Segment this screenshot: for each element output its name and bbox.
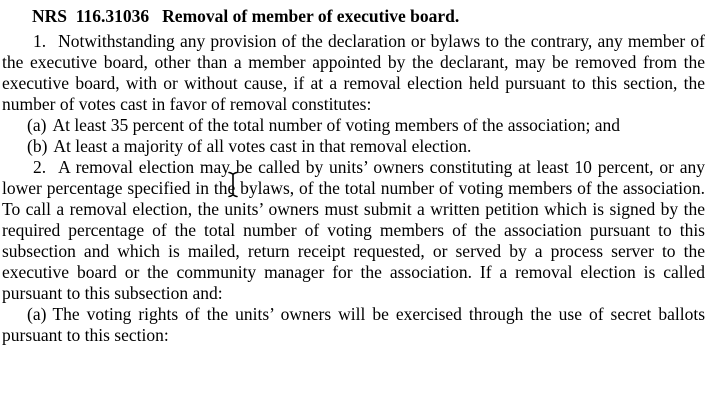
section-title: Removal of member of executive board. <box>162 6 460 26</box>
paragraph-marker: 2. <box>33 157 47 177</box>
paragraph-text: At least a majority of all votes cast in that removal election. <box>53 136 472 156</box>
paragraph-text: Notwithstanding any provision of the declaration or bylaws to the contrary, any member of the executive board, other than a member appointed by the declarant, may be removed from the executive board, with or without cause, if at a removal election held pursuant to this section, the number of votes cast in favor of removal constitutes: <box>2 31 705 114</box>
paragraph-marker: (a) <box>27 115 47 135</box>
paragraph-text: At least 35 percent of the total number of voting members of the association; and <box>52 115 621 135</box>
paragraph-text: The voting rights of the units’ owners will be exercised through the use of secret ballots pursuant to this section: <box>2 304 705 345</box>
paragraph-text: A removal election may be called by units’ owners constituting at least 10 percent, or any lower percentage specified in the bylaws, of the total number of voting members of the association. To call a removal election, the units’ owners must submit a written petition which is signed by the required percentage of the total number of voting members of the association pursuant to this subsection and which is mailed, return receipt requested, or served by a process server to the executive board or the community manager for the association. If a removal election is called pursuant to this subsection and: <box>2 157 705 303</box>
paragraph-subsection-1b <box>2 136 705 157</box>
paragraph-subsection-2 <box>2 157 705 304</box>
paragraph-subsection-2a <box>2 304 705 346</box>
section-heading <box>2 5 705 27</box>
section-number: NRS 116.31036 <box>32 6 150 26</box>
paragraph-marker: 1. <box>33 31 47 51</box>
paragraph-marker: (a) <box>27 304 47 324</box>
paragraph-marker: (b) <box>27 136 48 156</box>
paragraph-subsection-1a <box>2 115 705 136</box>
paragraph-subsection-1 <box>2 31 705 115</box>
